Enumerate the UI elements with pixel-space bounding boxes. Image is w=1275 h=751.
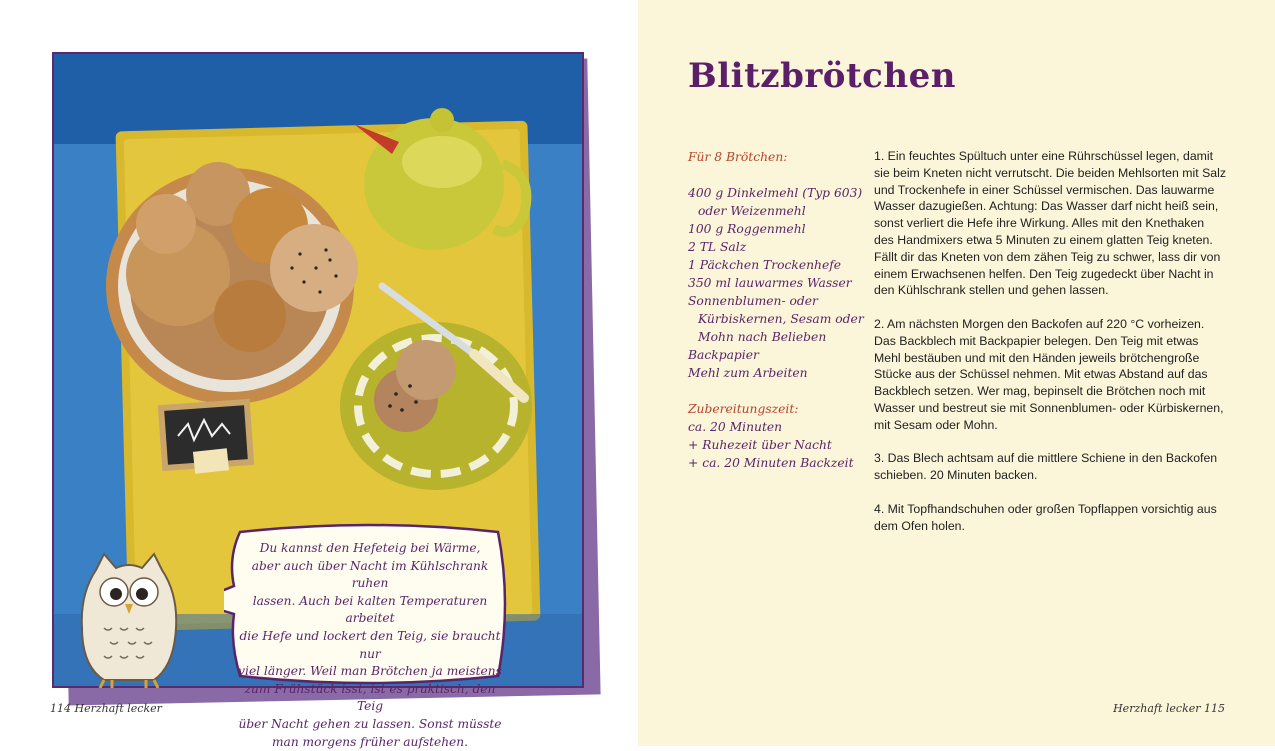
- spacer: [688, 382, 866, 400]
- bubble-line: Du kannst den Hefeteig bei Wärme,: [259, 541, 481, 555]
- ingredient-item: 400 g Dinkelmehl (Typ 603): [688, 186, 863, 200]
- bubble-line: lassen. Auch bei kalten Temperaturen arbeitet: [252, 593, 488, 626]
- spacer: [688, 166, 866, 184]
- right-page: [638, 0, 1275, 746]
- recipe-title: Blitzbrötchen: [688, 56, 956, 96]
- ingredient-item: Mohn nach Belieben: [698, 330, 827, 344]
- bubble-line: über Nacht gehen zu lassen. Sonst müsste: [238, 716, 502, 731]
- instructions-column: [874, 148, 1226, 551]
- ingredient-item: 100 g Roggenmehl: [688, 222, 806, 236]
- bubble-line: zum Frühstück isst, ist es praktisch, den Teig: [244, 681, 496, 714]
- ingredient-item: Kürbiskernen, Sesam oder: [698, 312, 864, 326]
- instruction-step: 4. Mit Topfhandschuhen oder großen Topflappen vorsichtig aus dem Ofen holen.: [874, 501, 1217, 533]
- ingredient-item: Mehl zum Arbeiten: [688, 366, 808, 380]
- ingredient-item: 1 Päckchen Trockenhefe: [688, 258, 842, 272]
- instruction-step: 2. Am nächsten Morgen den Backofen auf 220 °C vorheizen. Das Backblech mit Backpapier belegen. Den Teig mit etwas Mehl bestäuben und mit den Händen jeweils brötchengroße Stücke aus der Schüssel nehmen. Mit etwas Abstand auf das Backblech setzen. Wer mag, bepinselt die Brötchen noch mit Wasser und bestreut sie mit Sonnenblumen- oder Kürbiskernen, mit Sesam oder Mohn.: [874, 316, 1224, 432]
- instruction-step: 1. Ein feuchtes Spültuch unter eine Rührschüssel legen, damit sie beim Kneten nicht verrutscht. Die beiden Mehlsorten mit Salz und Trockenhefe in einer Schüssel vermischen. Das lauwarme Wasser dazugießen. Achtung: Das Wasser darf nicht heiß sein, sonst verliert die Hefe ihre Wirkung. Alles mit den Knethaken des Handmixers etwa 5 Minuten zu einem glatten Teig kneten. Fällt dir das Kneten von dem zähen Teig zu schwer, lass dir von einem Erwachsenen helfen. Den Teig zugedeckt über Nacht in den Kühlschrank stellen und gehen lassen.: [874, 149, 1226, 298]
- ingredients-heading: Für 8 Brötchen:: [688, 150, 788, 164]
- bubble-line: aber auch über Nacht im Kühlschrank ruhen: [251, 558, 489, 591]
- instruction-step: 3. Das Blech achtsam auf die mittlere Schiene in den Backofen schieben. 20 Minuten backen.: [874, 451, 1218, 483]
- prep-time-item: + ca. 20 Minuten Backzeit: [688, 456, 854, 470]
- left-page: [0, 0, 638, 749]
- bubble-line: man morgens früher aufstehen.: [272, 734, 468, 749]
- ingredient-item: Sonnenblumen- oder: [688, 294, 818, 308]
- ingredient-item: 350 ml lauwarmes Wasser: [688, 276, 852, 290]
- ingredients-column: [688, 148, 866, 472]
- page-number-left: 114 Herzhaft lecker: [50, 702, 162, 715]
- prep-time-heading: Zubereitungszeit:: [688, 402, 799, 416]
- prep-time-item: + Ruhezeit über Nacht: [688, 438, 832, 452]
- prep-time-item: ca. 20 Minuten: [688, 420, 783, 434]
- owl-illustration: [74, 548, 184, 688]
- bubble-line: die Hefe und lockert den Teig, sie braucht nur: [239, 628, 501, 661]
- ingredient-item: Backpapier: [688, 348, 759, 362]
- bubble-line: viel länger. Weil man Brötchen ja meistens: [238, 664, 502, 679]
- page-number-right: Herzhaft lecker 115: [1113, 702, 1225, 715]
- speech-bubble-text: [236, 540, 504, 751]
- ingredient-item: 2 TL Salz: [688, 240, 747, 254]
- ingredient-item: oder Weizenmehl: [698, 204, 806, 218]
